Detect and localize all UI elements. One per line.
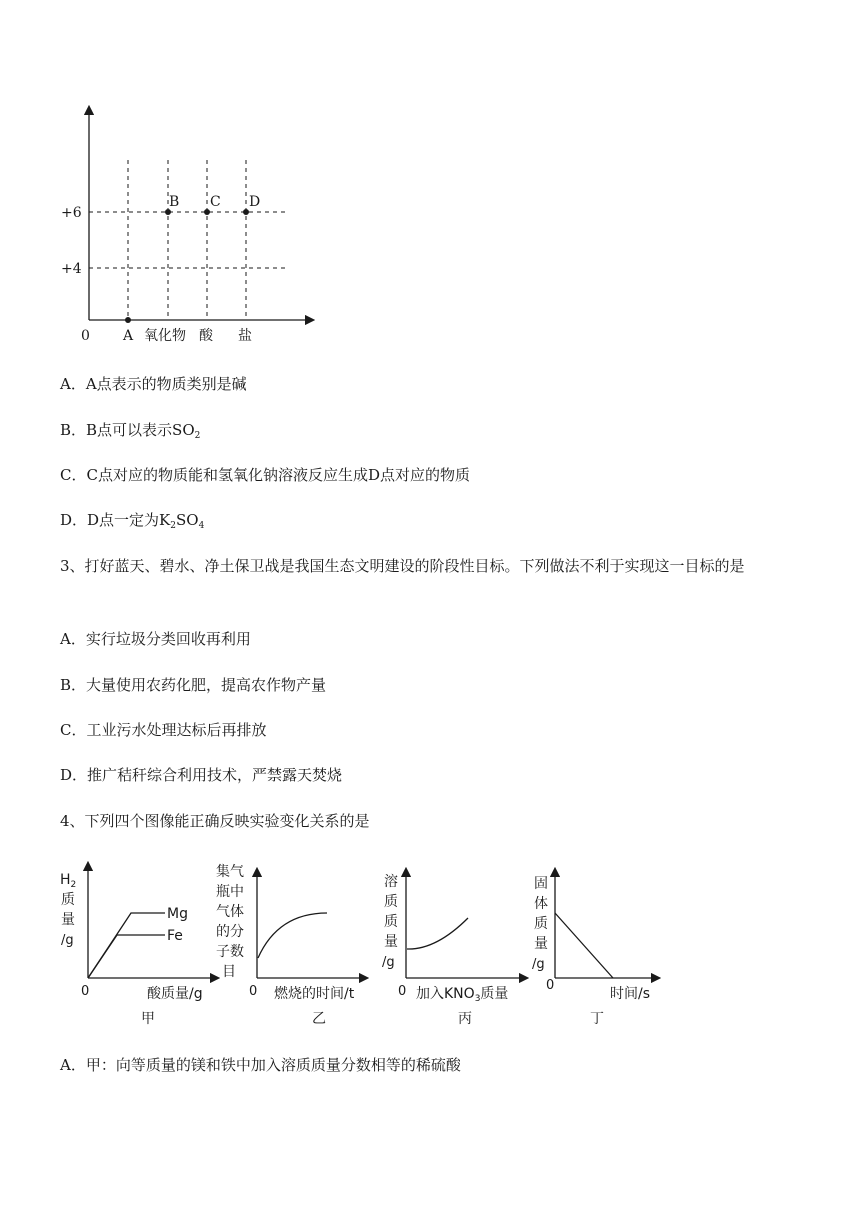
jia-series-mg: [88, 913, 165, 978]
q2-option-b: [60, 420, 200, 446]
q2-option-b-text: B．B点可以表示SO: [60, 421, 195, 439]
yi-y-label-4: 的分: [216, 924, 244, 940]
ding-line: [555, 913, 613, 978]
ding-y-label-2: 体: [534, 896, 548, 912]
graph-jia: [55, 858, 220, 1030]
valence-category-graph: [55, 100, 325, 350]
q3-stem: 3、打好蓝天、碧水、净土保卫战是我国生态文明建设的阶段性目标。下列做法不利于实现这一目标的是: [60, 557, 745, 575]
yi-origin: 0: [249, 984, 258, 999]
jia-y-label-h: $H_2$: [60, 872, 77, 890]
jia-y-label-2: 质: [61, 892, 75, 908]
yi-curve: [258, 913, 327, 958]
point-label-d: D: [249, 194, 261, 210]
q4-option-a: A．甲：向等质量的镁和铁中加入溶质质量分数相等的稀硫酸: [60, 1056, 461, 1074]
bing-origin: 0: [398, 984, 407, 999]
yi-x-label: 燃烧的时间/t: [274, 986, 355, 1002]
q2-option-d: [60, 510, 204, 536]
q2-option-d-sub1: 2: [170, 521, 176, 531]
q2-option-c: C．C点对应的物质能和氢氧化钠溶液反应生成D点对应的物质: [60, 466, 470, 484]
jia-y-label-4: /g: [61, 933, 74, 948]
jia-legend-fe: Fe: [167, 928, 183, 944]
bing-y-label-2: 质: [384, 894, 398, 910]
yi-y-label-5: 子数: [216, 944, 244, 960]
x-label-oxide: 氧化物: [144, 328, 186, 344]
yi-y-label-3: 气体: [216, 904, 244, 920]
ding-y-label-1: 固: [534, 876, 548, 892]
q3-option-a: A．实行垃圾分类回收再利用: [60, 630, 251, 648]
bing-y-label-3: 质: [384, 914, 398, 930]
point-a: [125, 317, 131, 323]
point-label-c: C: [210, 194, 221, 210]
tick-plus4: +4: [61, 261, 82, 277]
jia-legend-mg: Mg: [167, 906, 188, 922]
q2-option-a: A．A点表示的物质类别是碱: [60, 375, 247, 393]
origin-label: 0: [81, 328, 90, 344]
ding-origin: 0: [546, 978, 555, 993]
jia-origin: 0: [81, 984, 90, 999]
yi-y-label-6: 目: [222, 964, 236, 980]
jia-caption: 甲: [141, 1011, 155, 1027]
q3-option-b: B．大量使用农药化肥，提高农作物产量: [60, 676, 327, 694]
yi-y-label-2: 瓶中: [216, 884, 244, 900]
ding-y-label-4: 量: [534, 936, 548, 952]
yi-y-label-1: 集气: [216, 864, 244, 880]
bing-y-label-5: /g: [382, 955, 395, 970]
ding-caption: 丁: [590, 1011, 604, 1027]
ding-y-label-5: /g: [532, 957, 545, 972]
graph-yi: [212, 858, 372, 1030]
jia-x-label: 酸质量/g: [147, 986, 203, 1002]
ding-x-label: 时间/s: [610, 986, 651, 1002]
yi-caption: 乙: [312, 1011, 326, 1027]
q3-option-c: C．工业污水处理达标后再排放: [60, 721, 267, 739]
bing-caption: 丙: [458, 1011, 472, 1027]
x-label-acid: 酸: [199, 328, 213, 344]
point-label-b: B: [169, 194, 180, 210]
q3-option-d: D．推广秸秆综合利用技术，严禁露天焚烧: [60, 766, 343, 784]
bing-curve: [407, 918, 468, 949]
q2-option-d-mid: SO: [176, 511, 199, 529]
bing-y-label-4: 量: [384, 934, 398, 950]
graph-bing: [376, 858, 536, 1030]
ding-y-label-3: 质: [534, 916, 548, 932]
x-label-salt: 盐: [238, 328, 252, 344]
jia-series-fe: [88, 935, 165, 978]
jia-y-label-3: 量: [61, 912, 75, 928]
q2-option-d-text: D．D点一定为K: [60, 511, 171, 529]
q4-stem: 4、下列四个图像能正确反映实验变化关系的是: [60, 812, 370, 830]
tick-plus6: +6: [61, 205, 82, 221]
graph-ding: [528, 858, 668, 1030]
x-label-a: A: [123, 328, 134, 344]
q2-option-b-sub: 2: [194, 431, 201, 441]
bing-y-label-1: 溶: [384, 874, 398, 890]
bing-x-label: 加入$KNO_3$质量: [416, 986, 509, 1004]
q2-option-d-sub2: 4: [198, 521, 205, 531]
